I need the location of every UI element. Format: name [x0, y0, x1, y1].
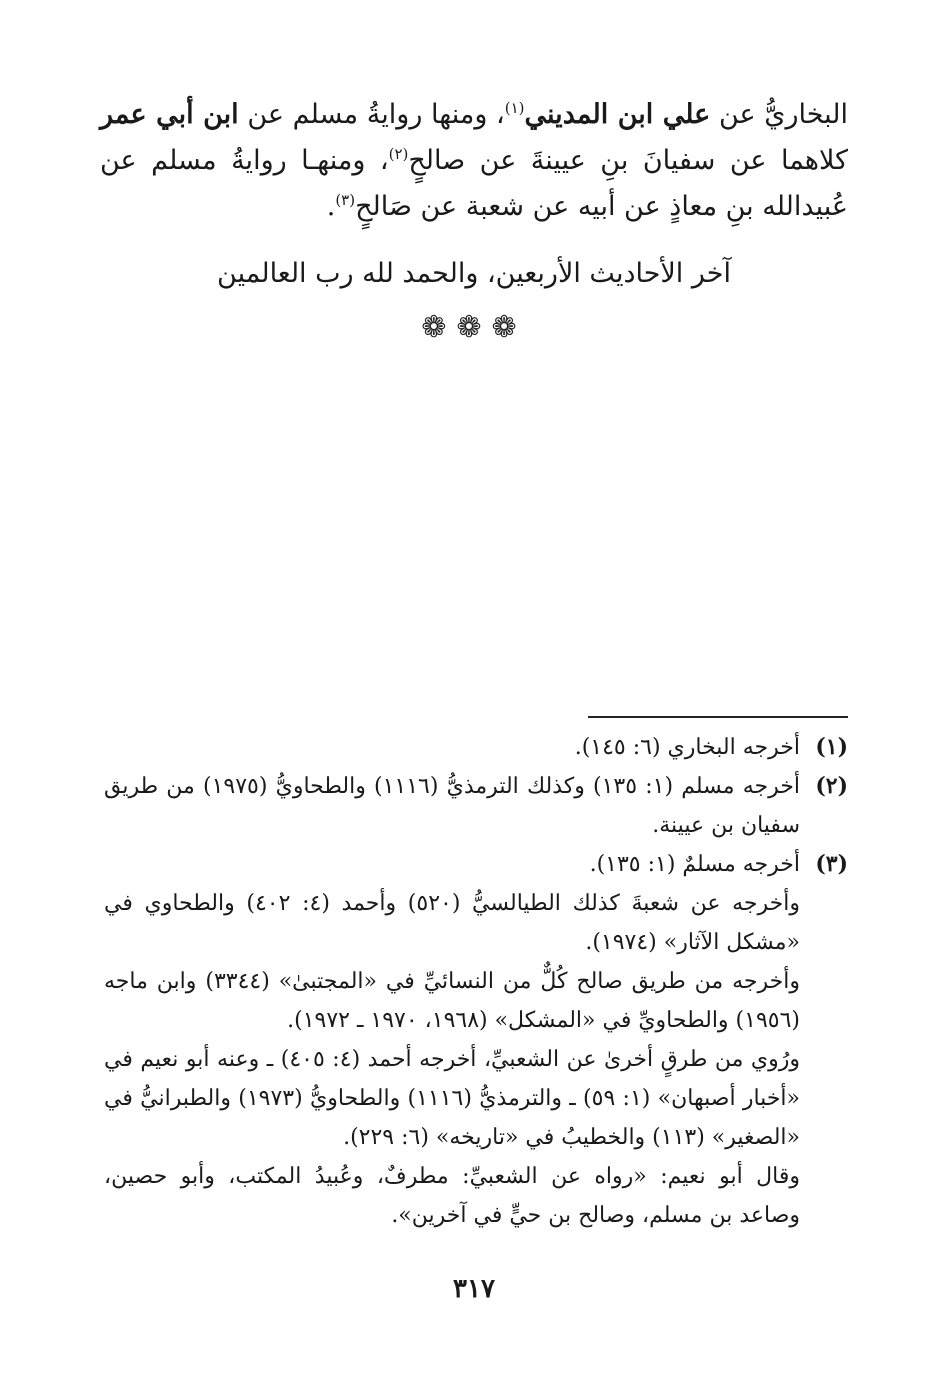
footnote-3-paragraph: ورُوي من طرقٍ أخرىٰ عن الشعبيِّ، أخرجه أحمد (٤: ٤٠٥) ـ وعنه أبو نعيم في «أخبار أصبهان» (١: ٥٩) ـ والترمذيُّ (١١١٦) والطحاويُّ (١٩٧٣) والطبرانيُّ في «الصغير» (١١٣) والخطيبُ في «تاريخه» (٦: ٢٢٩).: [104, 1047, 801, 1150]
body-text: ، ومنها روايةُ مسلم عن: [238, 99, 505, 130]
body-text: ، ومنهـا روايةُ مسلم عن عُبيدالله بنِ معاذٍ عن أبيه عن شعبة عن صَالحٍ: [100, 145, 848, 222]
footnote-ref-2[interactable]: (٢): [388, 145, 409, 163]
page-number: ٣١٧: [453, 1274, 495, 1304]
footnote-3-paragraph: وقال أبو نعيم: «رواه عن الشعبيِّ: مطرفٌ، وعُبيدُ المكتب، وأبو حصين، وصاعد بن مسلم، وصالح بن حيٍّ في آخرين».: [104, 1164, 800, 1228]
footnote-ref-1[interactable]: (١): [504, 99, 525, 117]
footnote-3-paragraph: وأخرجه عن شعبةَ كذلك الطيالسيُّ (٥٢٠) وأحمد (٤: ٤٠٢) والطحاوي في «مشكل الآثار» (١٩٧٤).: [104, 891, 800, 955]
footnotes: [104, 728, 848, 1235]
footnote-1: [104, 728, 848, 767]
narrator-name-bold: ابن أبي عمر: [100, 99, 239, 130]
main-paragraph: [100, 92, 848, 230]
section-ornament-icon: ❁❁❁: [421, 310, 527, 345]
body-paragraph: [100, 92, 848, 230]
footnote-number: (٣): [815, 851, 848, 877]
footnote-3: [104, 845, 848, 884]
footnote-text: أخرجه البخاري (٦: ١٤٥).: [574, 735, 800, 760]
body-text: كلاهما عن سفيانَ بنِ عيينةَ عن صالحٍ: [408, 145, 849, 176]
footnote-2: [104, 767, 848, 845]
footnote-3-paragraph: وأخرجه من طريق صالح كُلٌّ من النسائيِّ في «المجتبىٰ» (٣٣٤٤) وابن ماجه (١٩٥٦) والطحاويِّ في «المشكل» (١٩٦٨، ١٩٧٠ ـ ١٩٧٢).: [104, 969, 800, 1033]
narrator-name-bold: علي ابن المديني: [524, 99, 711, 130]
footnote-text: أخرجه مسلمٌ (١: ١٣٥).: [589, 852, 800, 877]
footnote-number: (١): [815, 734, 848, 760]
body-text: البخاريُّ عن: [710, 99, 849, 130]
footnote-divider: [588, 716, 848, 718]
body-text: .: [326, 191, 336, 222]
footnote-ref-3[interactable]: (٣): [335, 191, 356, 209]
footnote-number: (٢): [815, 773, 848, 799]
closing-line: آخر الأحاديث الأربعين، والحمد لله رب العالمين: [217, 258, 731, 289]
footnote-text: أخرجه مسلم (١: ١٣٥) وكذلك الترمذيُّ (١١١٦) والطحاويُّ (١٩٧٥) من طريق سفيان بن عيينة.: [104, 774, 800, 838]
